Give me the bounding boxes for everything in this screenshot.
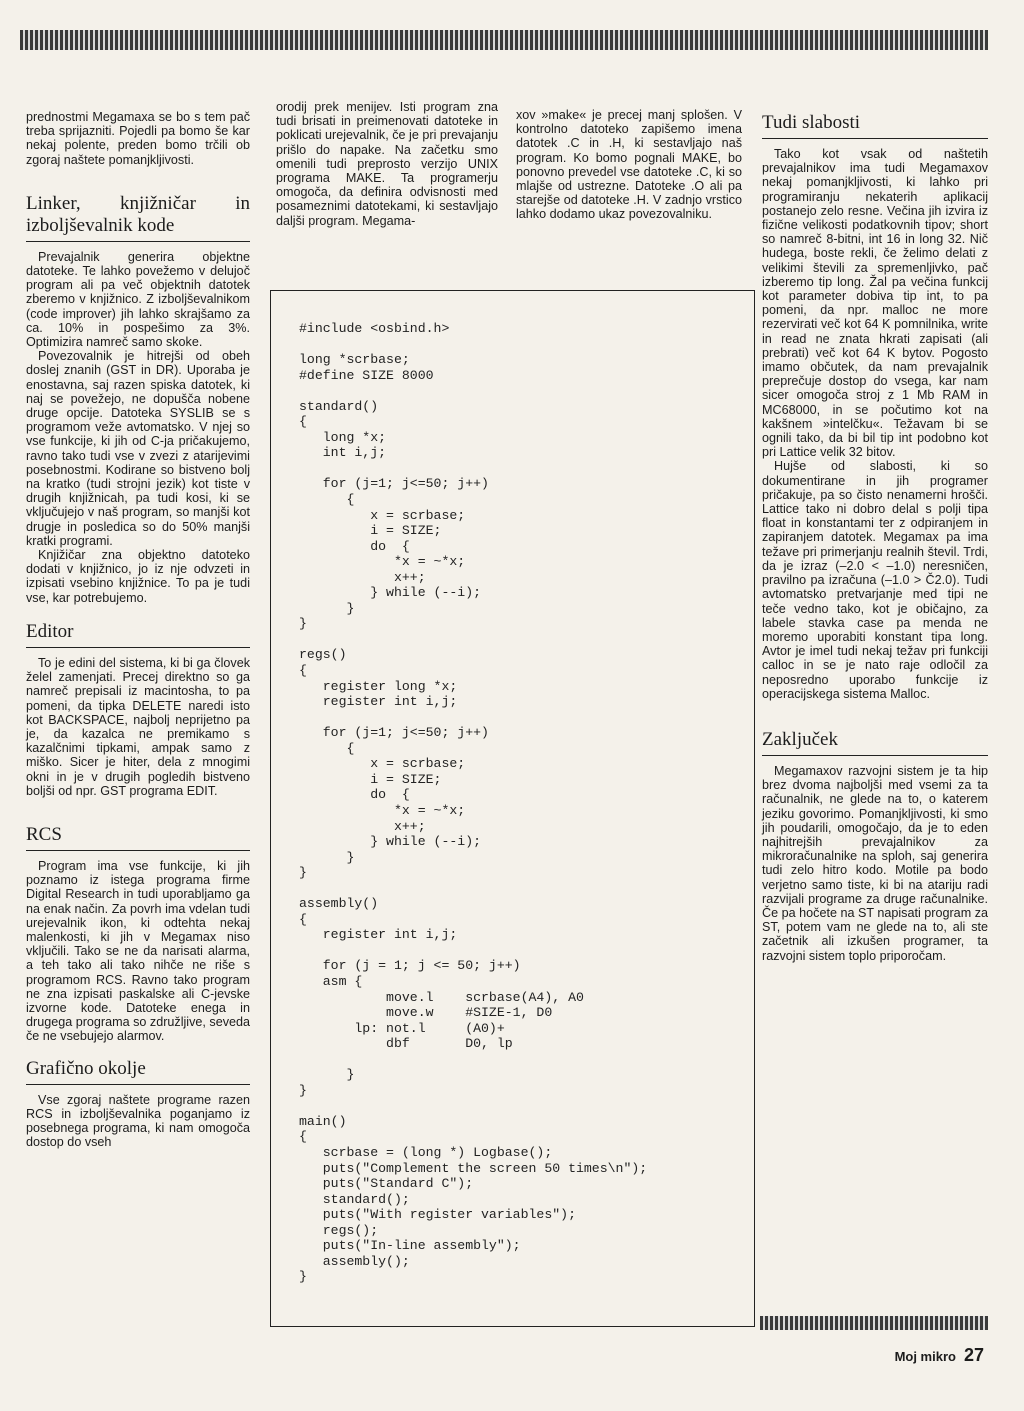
magazine-name: Moj mikro [894, 1349, 956, 1364]
column-1 [26, 110, 250, 1149]
rcs-paragraph: Program ima vse funkcije, ki jih poznamo iz istega programa firme Digital Research in tudi uporabljamo ga na enak način. Za povrh ima vdelan tudi urejevalnik ikon, ki odtehta nekaj malenkosti, ki jih v Megamax niso vključili. Tako se ne da narisati alarma, a teh tako ali tako nihče ne riše s programom RCS. Ravno tako program ne zna izpisati paskalske ali C-jevske izvorne kode. Datoteke enega in drugega programa so združljive, seveda če ne vsebujejo alarmov. [26, 858, 251, 1044]
heading-tudi-slabosti: Tudi slabosti [762, 112, 988, 139]
intro-paragraph: prednostmi Megamaxa se bo s tem pač treba sprijazniti. Pojedli pa bomo še kar nekaj polente, preden bomo trčili ob zgoraj naštete pomanjkljivosti. [26, 110, 250, 167]
tudi-paragraph-2: Hujše od slabosti, ki so dokumentirane in jih programer pričakuje, pa so čisto nenamerni hrošči. Lattice tako ni dobro delal s polji tipa float in konstantami ter z odpiranjem in zapiranjem datotek. Megamax pa ima težave pri primerjanju realnih števil. Trdi, da je izraz (–2.0 < –1.0) neresničen, pravilno pa izračuna (–1.0 > Č2.0). Tudi avtomatsko pretvarjanje med tipi ne teče vedno tako, kot je običajno, za labele stavka case pa menda ne moremo uporabiti konstant tipa long. Avtor je imel tudi nekaj težav pri funkciji calloc in se je nato raje odločil za neposredno uporabo funkcije iz operacijskega sistema Malloc. [762, 459, 988, 701]
heading-rcs: RCS [26, 824, 250, 851]
heading-zakljucek: Zaključek [762, 729, 988, 756]
linker-paragraph-2: Povezovalnik je hitrejši od obeh doslej znanih (GST in DR). Uporaba je enostavna, saj razen spiska datotek, ki naj se povežejo, ne dopušča nobene druge opcije. Datoteka SYSLIB se s programom veže avtomatsko. V njej so vse funkcije, ki jih od C-ja pričakujemo, ravno tako tudi vse v zvezi z atarijevimi posebnostmi. Kodirane so bistveno bolj na kratko (tudi strojni jezik) kot tiste v drugih knjižnicah, pa tudi kosi, ki se vključujejo v naš program, so manjši kot drugje in posledica so do 50% manjši kratki programi. [26, 349, 250, 548]
code-listing-box [270, 290, 755, 1327]
col2-paragraph: orodij prek menijev. Isti program zna tudi brisati in preimenovati datoteke in poklicati urejevalnik, če je pri prevajanju prišlo do napake. Na začetku smo omenili tudi preprosto verzijo UNIX programa MAKE. Ta programerju omogoča, da definira odvisnosti med posameznimi datotekami, ki sestavljajo daljši program. Megama- [276, 100, 498, 228]
graficno-paragraph: Vse zgoraj naštete programe razen RCS in izboljševalnika poganjamo iz posebnega programa, ki nam omogoča dostop do vseh [26, 1092, 250, 1150]
tudi-paragraph-1: Tako kot vsak od naštetih prevajalnikov ima tudi Megamaxov nekaj pomanjkljivosti, ki lahko pri programiranju nekaterih aplikacij postanejo zelo resne. Večina jih izvira iz fizične velikosti podatkovnih tipov; short so namreč 8-bitni, int 16 in long 32. Nič hudega, boste rekli, če želimo delati z velikimi števili za spremenljivko, pač izberemo tip long. Žal pa večina funkcij kot parameter dobiva tip int, to pa pomeni, da npr. malloc ne more rezervirati več kot 64 K pomnilnika, write in read ne znata hkrati zapisati (ali prebrati) več kot 64 K bytov. Pogosto imamo občutek, da nam prevajalnik preprečuje dostop do vsega, kar nam sicer omogoča stroj z 1 Mb RAM in MC68000, in se počutimo kot na kakšnem »intelčku«. Težavam bi se ognili tako, da bi bil tip int podobno kot pri Lattice velik 32 bitov. [762, 147, 988, 460]
col3-paragraph: xov »make« je precej manj splošen. V kontrolno datoteko zapišemo imena datotek .C in .H, ki sestavljajo naš program. Ko bomo pognali MAKE, bo ponovno prevedel vse datoteke .C, ki so mlajše od ustrezne. Datoteke .O ali pa starejše od datoteke .H. V zadnjo vrstico lahko dodamo ukaz povezovalniku. [516, 108, 742, 222]
footer-stripe [760, 1316, 988, 1330]
column-4 [762, 112, 988, 963]
heading-linker: Linker, knjižničar in izboljševalnik kode [26, 193, 250, 242]
column-2 [276, 100, 498, 228]
page-number: 27 [963, 1345, 984, 1365]
heading-editor: Editor [26, 621, 250, 648]
linker-paragraph-3: Knjižičar zna objektno datoteko dodati v knjižnico, jo iz nje odvzeti in izpisati vsebino knjižnice. To pa je tudi vse, kar potrebujemo. [26, 548, 250, 605]
page-footer [895, 1345, 984, 1366]
header-stripe [20, 30, 988, 50]
editor-paragraph: To je edini del sistema, ki bi ga človek želel zamenjati. Precej direktno so ga namreč prepisali iz macintosha, to pa pomeni, da tipka DELETE naredi isto kot BACKSPACE, najbolj neprijetno pa je, da kazalca ne premikamo s kazalčnimi tipkami, ampak samo z miško. Sicer je hiter, dela z mnogimi okni in je v drugih pogledih bistveno boljši od npr. GST programa EDIT. [26, 655, 250, 798]
code-listing: #include <osbind.h> long *scrbase; #define SIZE 8000 standard() { long *x; int i,j; for (j=1; j<=50; j++) { x = scrbase; i = SIZE; do { *x = ~*x; x++; } while (--i); } } regs() { register long *x; register int i,j; for (j=1; j<=50; j++) { x = scrbase; i = SIZE; do { *x = ~*x; x++; } while (--i); } } assembly() { register int i,j; for (j = 1; j <= 50; j++) asm { move.l scrbase(A4), A0 move.w #SIZE-1, D0 lp: not.l (A0)+ dbf D0, lp } } main() { scrbase = (long *) Logbase(); puts("Complement the screen 50 times\n"); puts("Standard C"); standard(); puts("With register variables"); regs(); puts("In-line assembly"); assembly(); } [299, 321, 648, 1285]
linker-paragraph-1: Prevajalnik generira objektne datoteke. Te lahko povežemo v delujoč program ali pa več objektnih datotek zberemo v knjižnico. Z izboljševalnikom (code improver) jih lahko skrajšamo za ca. 10% in pospešimo za 3%. Optimizira namreč samo skoke. [26, 249, 250, 350]
column-3 [516, 108, 742, 222]
heading-graficno: Grafično okolje [26, 1058, 250, 1085]
zakljucek-paragraph: Megamaxov razvojni sistem je ta hip brez dvoma najboljši med vsemi za ta računalnik, ne glede na to, o katerem jeziku govorimo. Pomanjkljivosti, ki smo jih poudarili, omogočajo, da je to eden najhitrejših prevajalnikov za mikroračunalnike na sploh, saj generira tudi zelo hitro kodo. Motile pa bodo verjetno samo tiste, ki bi na atariju radi razvijali programe za druge računalnike. Če pa hočete na ST napisati program za ST, potem vam ne glede na to, ali ste začetnik ali izkušen programer, ta razvojni sistem toplo priporočam. [762, 763, 988, 963]
